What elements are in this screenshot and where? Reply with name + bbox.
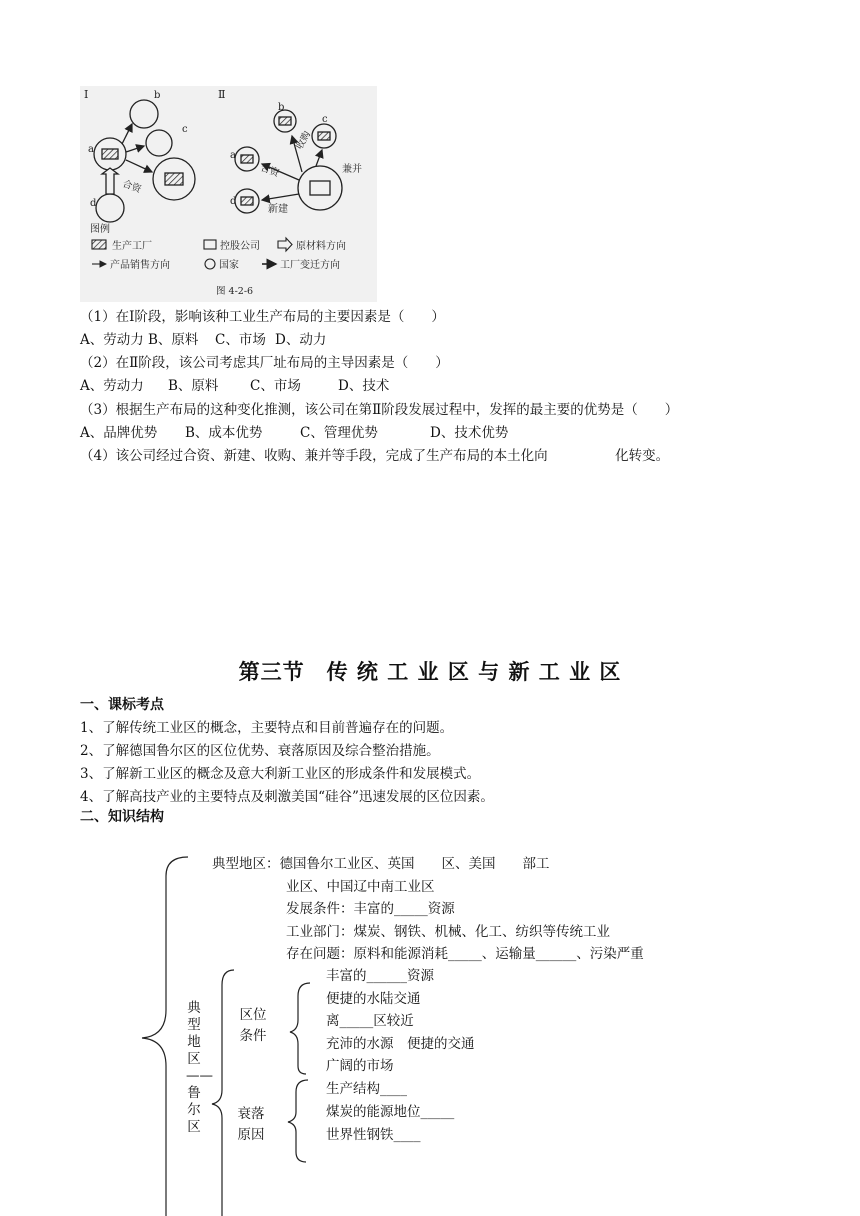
node-label: a (88, 144, 94, 155)
node-label: b (154, 90, 161, 101)
question-2-option-b: B、原料 (168, 378, 219, 394)
curriculum-point: 3、了解新工业区的概念及意大利新工业区的形成条件和发展模式。 (80, 766, 481, 782)
typical-regions-line2: 业区、中国辽中南工业区 (286, 879, 435, 895)
curriculum-point: 4、了解高技产业的主要特点及刺激美国“硅谷”迅速发展的区位因素。 (80, 789, 494, 805)
legend-sales: 产品销售方向 (110, 260, 170, 271)
question-2-option-c: C、市场 (250, 378, 301, 394)
node-label: c (322, 114, 328, 125)
heading-knowledge-structure: 二、知识结构 (80, 809, 164, 825)
decline-item: 世界性钢铁____ (326, 1127, 421, 1143)
joint-venture-label: 合资 (258, 162, 281, 180)
curriculum-point: 2、了解德国鲁尔区的区位优势、衰落原因及综合整治措施。 (80, 743, 440, 759)
curriculum-point: 1、了解传统工业区的概念，主要特点和目前普遍存在的问题。 (80, 720, 454, 736)
ruhr-region-label: 典型地区——鲁尔区 (186, 1000, 213, 1135)
question-3-option-b: B、成本优势 (185, 425, 263, 441)
merger-label: 兼并 (342, 164, 362, 175)
joint-venture-label: 合资 (120, 178, 143, 196)
question-1-option-d: D、动力 (275, 332, 327, 348)
question-2-option-d: D、技术 (338, 378, 390, 394)
question-3-stem: （3）根据生产布局的这种变化推测，该公司在第Ⅱ阶段发展过程中，发挥的最主要的优势是（ ） (80, 402, 679, 418)
location-conditions-label: 区位条件 (239, 1007, 267, 1044)
decline-item: 生产结构____ (326, 1081, 407, 1097)
node-label: d (90, 198, 97, 209)
location-item: 广阔的市场 (326, 1058, 394, 1074)
existing-problems: 存在问题：原料和能源消耗_____、运输量______、污染严重 (286, 946, 644, 962)
acquisition-label: 收购 (294, 129, 314, 152)
question-2-option-a: A、劳动力 (80, 378, 144, 394)
industrial-sectors: 工业部门：煤炭、钢铁、机械、化工、纺织等传统工业 (286, 924, 610, 940)
legend-relocation: 工厂变迁方向 (280, 260, 340, 271)
figure-caption: 图 4-2-6 (216, 286, 254, 297)
location-item: 充沛的水源 便捷的交通 (326, 1036, 475, 1052)
question-3-option-c: C、管理优势 (300, 425, 378, 441)
legend-holding: 控股公司 (220, 241, 260, 252)
legend-factory: 生产工厂 (112, 241, 152, 252)
legend-country: 国家 (219, 260, 239, 271)
stage-1-label: Ⅰ (84, 88, 89, 101)
node-label: c (182, 124, 188, 135)
question-1-option-b: B、原料 (148, 332, 199, 348)
section-title: 第三节 传 统 工 业 区 与 新 工 业 区 (238, 659, 622, 684)
industry-layout-figure (80, 86, 377, 302)
question-1-stem: （1）在Ⅰ阶段，影响该种工业生产布局的主要因素是（ ） (80, 309, 445, 325)
heading-curriculum-points: 一、课标考点 (80, 697, 164, 713)
stage-2-label: Ⅱ (218, 88, 226, 101)
question-3-option-d: D、技术优势 (430, 425, 509, 441)
industry-layout-diagram (80, 86, 377, 302)
location-item: 离_____区较近 (326, 1013, 414, 1029)
question-2-stem: （2）在Ⅱ阶段，该公司考虑其厂址布局的主导因素是（ ） (80, 355, 449, 371)
legend-material: 原材料方向 (296, 241, 346, 252)
location-item: 便捷的水陆交通 (326, 991, 421, 1007)
question-4-stem: （4）该公司经过合资、新建、收购、兼并等手段，完成了生产布局的本土化向 化转变。 (80, 448, 670, 464)
decline-reasons-label: 衰落原因 (237, 1106, 265, 1143)
stage-2-diagram (235, 110, 342, 213)
node-label: b (278, 102, 285, 113)
question-1-option-c: C、市场 (215, 332, 266, 348)
location-item: 丰富的______资源 (326, 968, 434, 984)
stage-1-diagram (94, 100, 195, 222)
node-label: d (230, 196, 237, 207)
new-build-label: 新建 (268, 204, 288, 215)
decline-item: 煤炭的能源地位_____ (326, 1104, 455, 1120)
node-label: a (230, 150, 236, 161)
legend-title: 图例 (90, 224, 110, 235)
typical-regions-line1: 典型地区：德国鲁尔工业区、英国 区、美国 部工 (212, 856, 550, 872)
question-1-option-a: A、劳动力 (80, 332, 144, 348)
development-conditions: 发展条件：丰富的_____资源 (286, 901, 455, 917)
question-3-option-a: A、品牌优势 (80, 425, 158, 441)
